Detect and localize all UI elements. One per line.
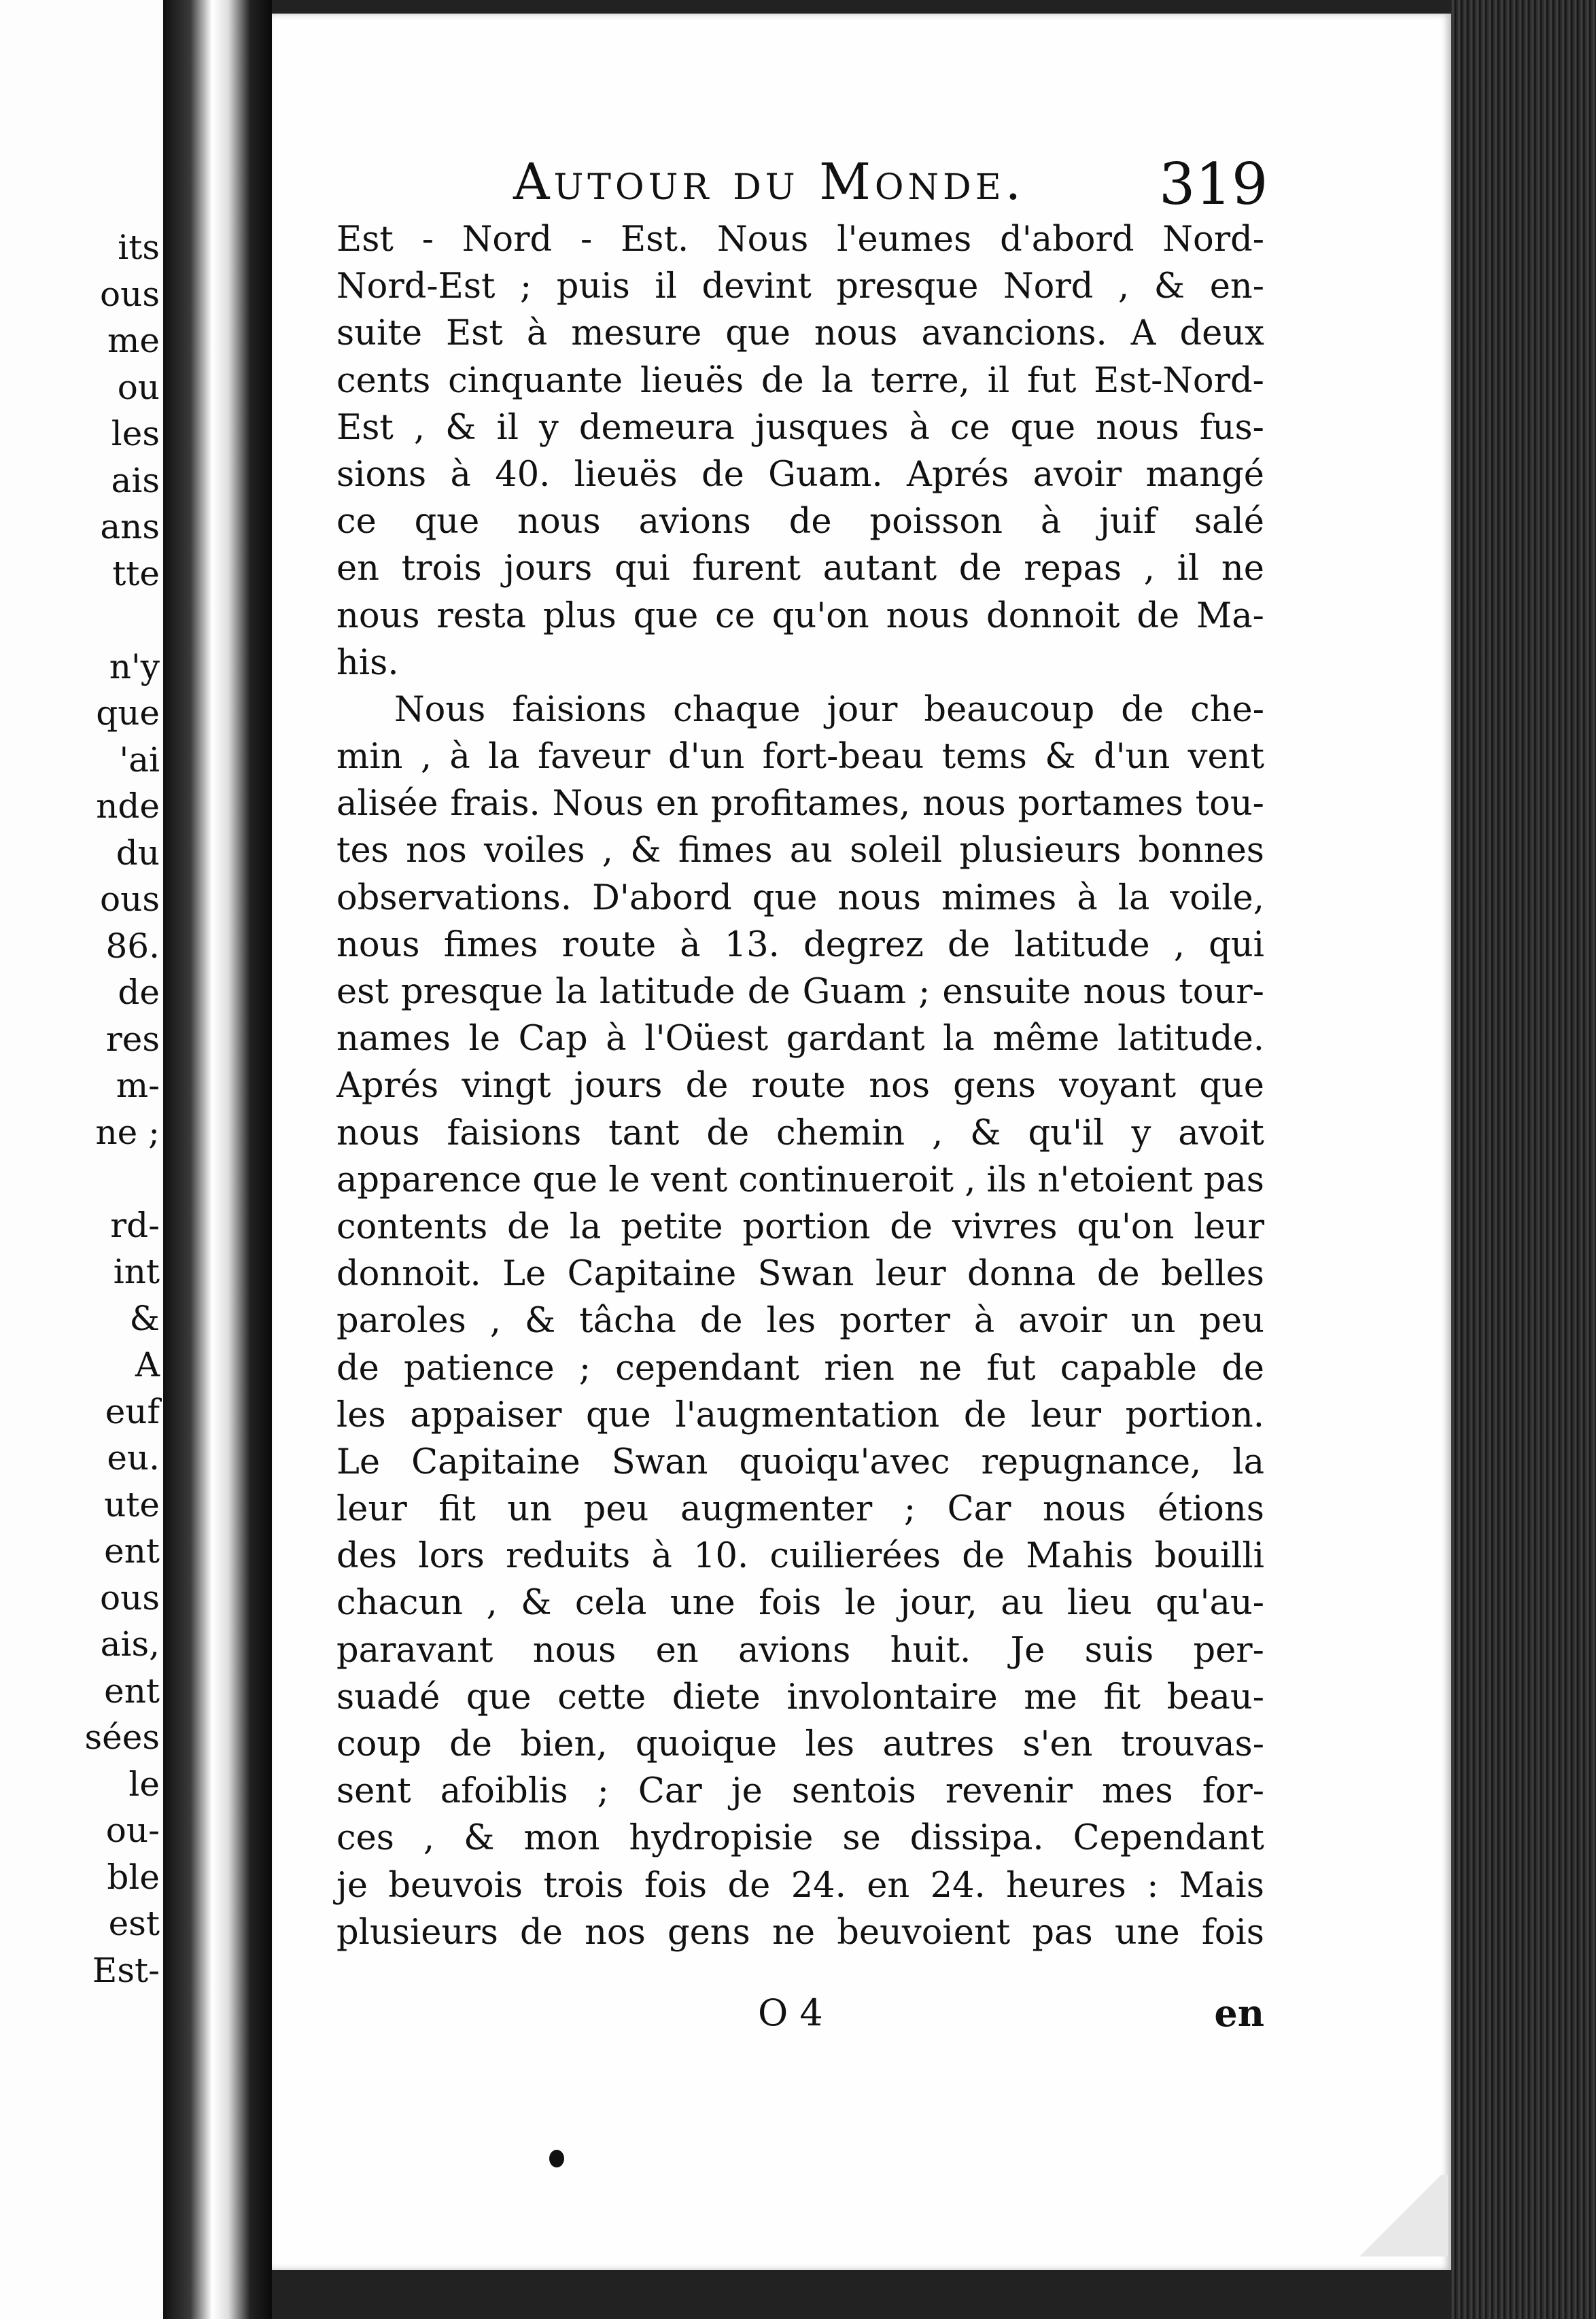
text-line: chacun , & cela une fois le jour, au lieu qu'au- [336, 1583, 1264, 1624]
ink-speck [549, 2150, 564, 2167]
text-line: sions à 40. lieuës de Guam. Aprés avoir mangé [336, 454, 1264, 495]
text-line: Le Capitaine Swan quoiqu'avec repugnance, la [336, 1442, 1264, 1482]
left-fragment: m- [116, 1066, 160, 1105]
left-fragment: ent [104, 1531, 160, 1571]
left-fragment: ou [117, 367, 160, 407]
text-line: paroles , & tâcha de les porter à avoir un peu [336, 1301, 1264, 1342]
page-number: 319 [1159, 151, 1268, 217]
text-line: names le Cap à l'Oüest gardant la même latitude. [336, 1019, 1264, 1060]
left-fragment: int [113, 1252, 160, 1291]
text-line: Nous faisions chaque jour beaucoup de che- [394, 689, 1264, 730]
text-line: les appaiser que l'augmentation de leur portion. [336, 1395, 1264, 1435]
catchword: en [1214, 1991, 1264, 2035]
left-fragment: ans [100, 507, 160, 546]
text-line: en trois jours qui furent autant de repas , il ne [336, 548, 1264, 589]
text-line: contents de la petite portion de vivres qu'on leur [336, 1206, 1264, 1247]
left-fragment: A [135, 1345, 160, 1384]
text-line: observations. D'abord que nous mimes à la voile, [336, 877, 1264, 918]
text-line: sent afoiblis ; Car je sentois revenir mes for- [336, 1771, 1264, 1812]
text-line: nous faisions tant de chemin , & qu'il y avoit [336, 1113, 1264, 1153]
text-line: de patience ; cependant rien ne fut capable de [336, 1348, 1264, 1389]
page-footer [336, 1991, 1264, 2039]
left-fragment: ous [100, 274, 160, 314]
left-fragment: du [116, 833, 160, 873]
text-line: Est - Nord - Est. Nous l'eumes d'abord Nord- [336, 220, 1264, 260]
left-fragment: tte [112, 553, 160, 593]
left-fragment: & [129, 1298, 160, 1338]
body-text [336, 216, 1264, 1956]
left-fragment: 'ai [119, 739, 160, 780]
text-line: his. [336, 642, 399, 683]
left-fragment: ne ; [95, 1112, 160, 1152]
signature-mark: O 4 [758, 1991, 823, 2034]
left-fragment: rd- [110, 1205, 160, 1245]
text-line: plusieurs de nos gens ne beuvoient pas une fois [336, 1912, 1264, 1953]
text-line: alisée frais. Nous en profitames, nous portames tou- [336, 784, 1264, 824]
left-fragment: 86. [105, 926, 160, 966]
left-fragment: le [128, 1764, 160, 1804]
text-line: Aprés vingt jours de route nos gens voyant que [336, 1066, 1264, 1106]
left-fragment: ous [100, 1577, 160, 1618]
left-fragment: ou- [105, 1811, 160, 1850]
left-fragment: euf [105, 1391, 160, 1431]
text-line: coup de bien, quoique les autres s'en trouvas- [336, 1724, 1264, 1764]
text-line: suite Est à mesure que nous avancions. A deux [336, 313, 1264, 354]
text-line: leur fit un peu augmenter ; Car nous étions [336, 1489, 1264, 1530]
text-line: Est , & il y demeura jusques à ce que nous fus- [336, 407, 1264, 448]
text-line: Nord-Est ; puis il devint presque Nord , & en- [336, 266, 1264, 307]
text-line: min , à la faveur d'un fort-beau tems & d'un vent [336, 737, 1264, 778]
left-fragment: ute [104, 1484, 160, 1524]
left-fragment: ent [104, 1671, 160, 1711]
text-line: est presque la latitude de Guam ; ensuite nous tour- [336, 972, 1264, 1012]
left-fragment: est [108, 1904, 160, 1943]
text-line: ce que nous avions de poisson à juif salé [336, 502, 1264, 542]
left-fragment: n'y [109, 646, 160, 686]
text-line: je beuvois trois fois de 24. en 24. heures : Mais [336, 1865, 1264, 1906]
text-line: nous fimes route à 13. degrez de latitude , qui [336, 924, 1264, 965]
text-line: cents cinquante lieuës de la terre, il fut Est-Nord- [336, 360, 1264, 401]
left-fragment: ais, [100, 1624, 160, 1664]
left-fragment: Est- [92, 1950, 160, 1990]
text-line: paravant nous en avions huit. Je suis per- [336, 1630, 1264, 1671]
left-fragment: ais [111, 460, 160, 500]
text-line: suadé que cette diete involontaire me fit beau- [336, 1677, 1264, 1718]
text-line: nous resta plus que ce qu'on nous donnoit de Ma- [336, 595, 1264, 636]
text-line: apparence que le vent continueroit , ils n'etoient pas [336, 1160, 1264, 1200]
left-fragment: eu. [107, 1438, 160, 1478]
text-line: ces , & mon hydropisie se dissipa. Cependant [336, 1818, 1264, 1859]
left-fragment: que [96, 693, 160, 733]
left-fragment: ous [100, 879, 160, 919]
left-fragment: nde [96, 786, 160, 826]
page-block-edge [1451, 0, 1596, 2319]
left-fragment: res [105, 1019, 160, 1059]
text-line: des lors reduits à 10. cuilierées de Mahis bouilli [336, 1536, 1264, 1577]
text-line: tes nos voiles , & fimes au soleil plusieurs bonnes [336, 831, 1264, 871]
left-fragment [0, 1155, 160, 1202]
left-fragment: sées [84, 1718, 160, 1757]
left-fragment: de [118, 973, 160, 1012]
left-fragment [0, 597, 160, 644]
left-fragment: me [107, 321, 160, 360]
book-gutter [163, 0, 272, 2319]
running-title: Autour du Monde. [513, 153, 1026, 211]
left-fragment: les [111, 414, 160, 453]
left-page-text-fragments [0, 224, 160, 1993]
left-fragment: ble [107, 1857, 160, 1897]
page-corner-fold [1353, 2175, 1448, 2256]
left-facing-page [0, 0, 163, 2319]
left-fragment: its [118, 228, 160, 267]
text-line: donnoit. Le Capitaine Swan leur donna de belles [336, 1254, 1264, 1295]
